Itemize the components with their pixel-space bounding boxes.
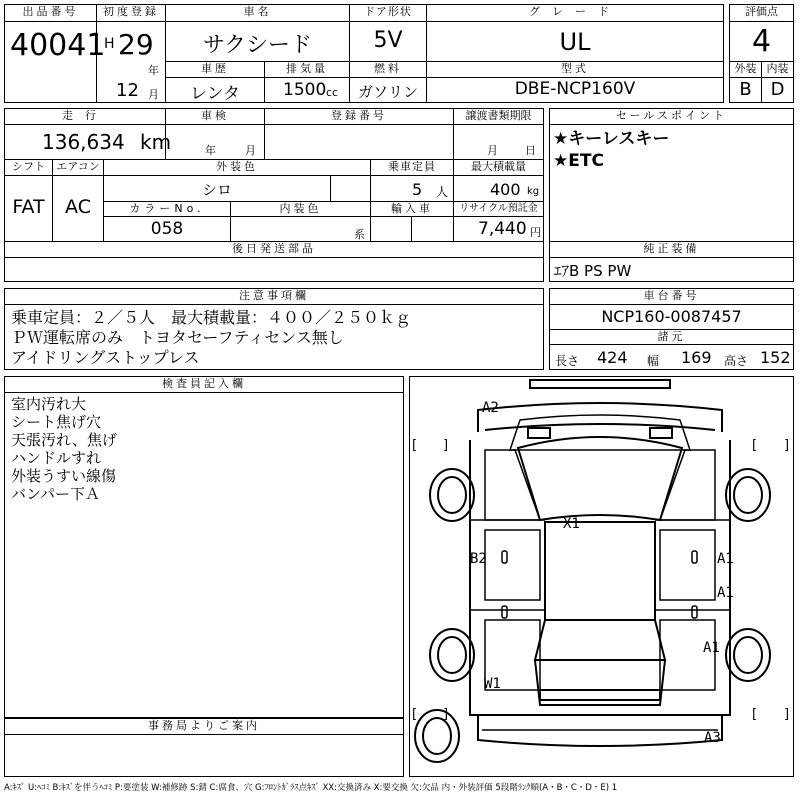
capacity-label: 乗車定員: [370, 159, 454, 176]
int-color-cell: [230, 216, 371, 242]
spec-label: 諸元: [549, 329, 794, 345]
max-load-label: 最大積載量: [453, 159, 544, 176]
plate-cell: [264, 124, 454, 160]
bracket-mark: [: [412, 707, 418, 722]
ext-color-label: 外装色: [103, 159, 371, 176]
door-type: 5V: [373, 28, 403, 53]
mileage-unit: km: [140, 130, 172, 154]
model-label: 型式: [426, 61, 724, 78]
bracket-mark: ]: [443, 438, 449, 453]
inspector-line: ハンドルすれ: [11, 449, 102, 467]
damage-mark: X1: [563, 516, 580, 532]
ext-color-extra: [330, 175, 371, 202]
registration-month: 12: [116, 80, 139, 101]
sales-points-list: [553, 128, 669, 172]
bracket-mark: ]: [443, 707, 449, 722]
width-label: 幅: [647, 354, 660, 368]
shift: FAT: [12, 196, 45, 218]
max-load-unit: kg: [527, 186, 540, 197]
notes-label: 注意事項欄: [4, 288, 544, 305]
sales-points-label: セールスポイント: [549, 108, 794, 125]
note-line: 乗車定員：２／５人 最大積載量：４００／２５０ｋｇ: [11, 308, 412, 327]
damage-mark: A1: [703, 640, 720, 656]
capacity: 5: [412, 180, 423, 199]
inspector-line: 外装うすい線傷: [11, 467, 117, 485]
displacement: 1500: [283, 80, 327, 100]
note-line: ＰＷ運転席のみ トヨタセーフティセンス無し: [11, 328, 344, 347]
damage-diagram-frame: [409, 376, 794, 777]
grade: UL: [559, 28, 591, 56]
int-color-label: 内装色: [230, 201, 371, 217]
inspector-notes: [11, 395, 117, 503]
score: 4: [751, 24, 772, 59]
registration-year: 29: [118, 28, 154, 61]
ac-label: エアコン: [52, 159, 104, 176]
inspector-line: シート焦げ穴: [11, 413, 102, 431]
office-label: 事務局よりご案内: [4, 718, 404, 735]
inspector-line: バンパー下Ａ: [11, 485, 100, 503]
fuel-label: 燃料: [349, 61, 427, 78]
import-label: 輸入車: [370, 201, 454, 217]
damage-mark: A2: [482, 400, 499, 416]
height: 152: [760, 348, 791, 367]
inspection-month-unit: 月: [245, 144, 256, 157]
sales-point-item: ★ETC: [553, 151, 604, 171]
damage-mark: A3: [704, 730, 721, 746]
damage-mark: A1: [717, 585, 734, 601]
bracket-mark: ]: [784, 707, 790, 722]
note-line: アイドリングストップレス: [11, 348, 200, 367]
capacity-unit: 人: [436, 185, 449, 199]
length-label: 長さ: [555, 354, 580, 368]
ac: AC: [65, 196, 91, 218]
lot-label: 出品番号: [4, 4, 97, 22]
office-cell: [4, 734, 404, 777]
ext-color: シロ: [201, 181, 232, 199]
spec-cell: [549, 344, 794, 370]
color-no-label: カラーNo.: [103, 201, 231, 217]
inspector-line: 天張汚れ、焦げ: [11, 431, 117, 449]
interior-label: 内装: [761, 61, 794, 78]
damage-mark: W1: [484, 676, 501, 692]
month-unit: 月: [148, 88, 159, 101]
height-label: 高さ: [724, 354, 749, 368]
inspector-line: 室内汚れ大: [11, 395, 87, 413]
max-load: 400: [490, 180, 521, 199]
later-parts-cell: [4, 257, 544, 282]
exterior-grade: B: [739, 79, 752, 100]
displacement-unit: cc: [326, 86, 339, 99]
bracket-mark: [: [752, 707, 758, 722]
car-name-label: 車名: [165, 4, 350, 22]
plate-label: 登録番号: [264, 108, 454, 125]
registration-label: 初度登録: [96, 4, 166, 22]
displacement-label: 排気量: [264, 61, 350, 78]
interior-grade: D: [770, 79, 785, 100]
transfer-label: 譲渡書類期限: [453, 108, 544, 125]
shift-label: シフト: [4, 159, 53, 176]
model: DBE-NCP160V: [514, 79, 636, 99]
grade-label: グレード: [426, 4, 724, 22]
inspection-label: 車検: [165, 108, 265, 125]
era-prefix: H: [104, 36, 115, 52]
import-cell-b: [411, 216, 454, 242]
sales-point-item: ★キーレスキー: [553, 129, 670, 149]
mileage: 136,634: [42, 130, 125, 154]
fuel: ガソリン: [357, 83, 418, 101]
int-color-unit: 系: [354, 228, 365, 241]
history: レンタ: [190, 84, 240, 104]
lot-number: 40041: [10, 28, 106, 63]
bracket-mark: ]: [784, 438, 790, 453]
damage-mark: B2: [470, 551, 487, 567]
genuine-label: 純正装備: [549, 241, 794, 258]
later-parts-label: 後日発送部品: [4, 241, 544, 258]
history-label: 車歴: [165, 61, 265, 78]
recycle-label: リサイクル預託金: [453, 201, 544, 217]
exterior-label: 外装: [729, 61, 762, 78]
legend: A:ｷｽﾞ U:ﾍｺﾐ B:ｷｽﾞを伴うﾍｺﾐ P:要塗装 W:補修跡 S:錆 C:腐食、穴 G:ﾌﾛﾝﾄｶﾞﾗｽ点ｷｽﾞ XX:交換済み X:要交換 欠:欠品 内・外装評価 5段階ﾗﾝｸ順(A・B・C・D・E) 1: [4, 783, 618, 793]
recycle-unit: 円: [530, 226, 541, 239]
inspector-label: 検査員記入欄: [4, 376, 404, 393]
length: 424: [597, 348, 628, 367]
import-cell-a: [370, 216, 412, 242]
transfer-month-unit: 月: [487, 144, 498, 157]
transfer-day-unit: 日: [525, 144, 536, 157]
damage-mark: A1: [717, 551, 734, 567]
bracket-mark: [: [752, 438, 758, 453]
chassis-label: 車台番号: [549, 288, 794, 305]
mileage-label: 走行: [4, 108, 166, 125]
inspection-year-unit: 年: [205, 144, 216, 157]
notes-list: [11, 308, 411, 368]
chassis-number: NCP160-0087457: [601, 307, 742, 326]
door-label: ドア形状: [349, 4, 427, 22]
genuine-equipment: ｴｱB PS PW: [554, 262, 632, 280]
year-unit: 年: [148, 64, 159, 77]
width: 169: [681, 348, 712, 367]
bracket-mark: [: [412, 438, 418, 453]
recycle-amount: 7,440: [478, 219, 527, 239]
car-name: サクシード: [202, 33, 313, 58]
color-no: 058: [150, 219, 184, 239]
score-label: 評価点: [729, 4, 794, 22]
